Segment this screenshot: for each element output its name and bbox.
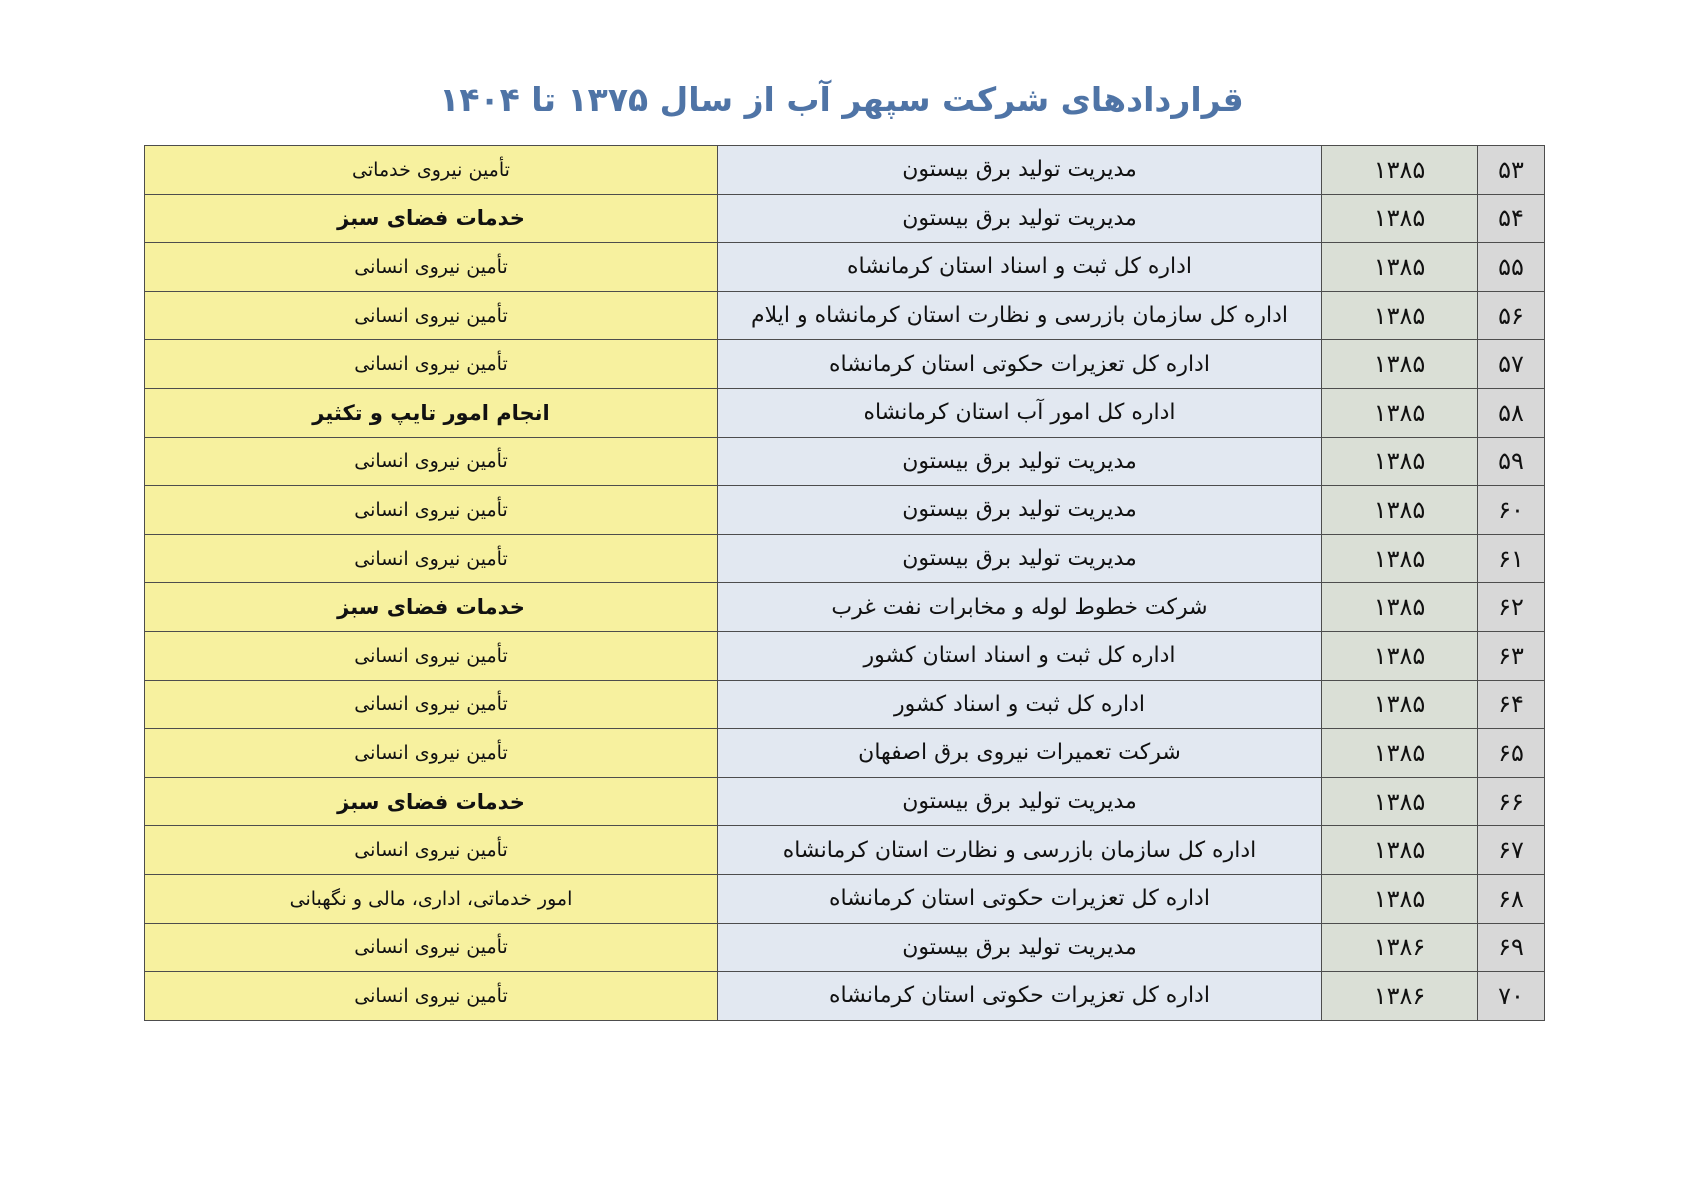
employer-cell: اداره کل ثبت و اسناد استان کرمانشاه [718, 243, 1322, 292]
contract-subject-cell: خدمات فضای سبز [145, 583, 718, 632]
contract-subject-cell: انجام امور تایپ و تکثیر [145, 388, 718, 437]
contract-subject-cell: تأمین نیروی انسانی [145, 486, 718, 535]
employer-cell: مدیریت تولید برق بیستون [718, 777, 1322, 826]
table-row [145, 874, 1545, 923]
contract-subject-cell: تأمین نیروی انسانی [145, 340, 718, 389]
contract-year-cell: ۱۳۸۵ [1322, 146, 1478, 195]
contract-year-cell: ۱۳۸۵ [1322, 631, 1478, 680]
contract-year-cell: ۱۳۸۵ [1322, 826, 1478, 875]
contract-year-cell: ۱۳۸۵ [1322, 680, 1478, 729]
employer-cell: اداره کل تعزیرات حکوتی استان کرمانشاه [718, 972, 1322, 1021]
row-number-cell: ۶۵ [1478, 729, 1545, 778]
contract-year-cell: ۱۳۸۵ [1322, 777, 1478, 826]
employer-cell: اداره کل سازمان بازرسی و نظارت استان کرمانشاه و ایلام [718, 291, 1322, 340]
contract-year-cell: ۱۳۸۵ [1322, 486, 1478, 535]
row-number-cell: ۷۰ [1478, 972, 1545, 1021]
row-number-cell: ۵۷ [1478, 340, 1545, 389]
table-row [145, 146, 1545, 195]
employer-cell: اداره کل امور آب استان کرمانشاه [718, 388, 1322, 437]
table-row [145, 486, 1545, 535]
contract-year-cell: ۱۳۸۵ [1322, 437, 1478, 486]
contract-year-cell: ۱۳۸۵ [1322, 583, 1478, 632]
contract-subject-cell: تأمین نیروی انسانی [145, 680, 718, 729]
contract-subject-cell: خدمات فضای سبز [145, 777, 718, 826]
employer-cell: مدیریت تولید برق بیستون [718, 486, 1322, 535]
table-row [145, 729, 1545, 778]
row-number-cell: ۶۸ [1478, 874, 1545, 923]
table-row [145, 631, 1545, 680]
table-row [145, 194, 1545, 243]
employer-cell: مدیریت تولید برق بیستون [718, 194, 1322, 243]
row-number-cell: ۵۹ [1478, 437, 1545, 486]
contract-year-cell: ۱۳۸۵ [1322, 388, 1478, 437]
table-row [145, 534, 1545, 583]
contract-subject-cell: تأمین نیروی انسانی [145, 729, 718, 778]
table-row [145, 437, 1545, 486]
employer-cell: اداره کل تعزیرات حکوتی استان کرمانشاه [718, 874, 1322, 923]
table-row [145, 243, 1545, 292]
row-number-cell: ۵۸ [1478, 388, 1545, 437]
contract-subject-cell: امور خدماتی، اداری، مالی و نگهبانی [145, 874, 718, 923]
table-row [145, 680, 1545, 729]
contract-subject-cell: تأمین نیروی خدماتی [145, 146, 718, 195]
row-number-cell: ۶۴ [1478, 680, 1545, 729]
employer-cell: مدیریت تولید برق بیستون [718, 146, 1322, 195]
contracts-table [144, 145, 1545, 1021]
table-row [145, 340, 1545, 389]
row-number-cell: ۵۵ [1478, 243, 1545, 292]
contract-subject-cell: تأمین نیروی انسانی [145, 826, 718, 875]
contract-subject-cell: تأمین نیروی انسانی [145, 437, 718, 486]
table-row [145, 291, 1545, 340]
table-row [145, 972, 1545, 1021]
row-number-cell: ۶۳ [1478, 631, 1545, 680]
row-number-cell: ۵۳ [1478, 146, 1545, 195]
contract-year-cell: ۱۳۸۵ [1322, 194, 1478, 243]
employer-cell: اداره کل ثبت و اسناد کشور [718, 680, 1322, 729]
table-row [145, 777, 1545, 826]
row-number-cell: ۵۶ [1478, 291, 1545, 340]
row-number-cell: ۶۱ [1478, 534, 1545, 583]
contract-year-cell: ۱۳۸۵ [1322, 729, 1478, 778]
row-number-cell: ۶۰ [1478, 486, 1545, 535]
employer-cell: شرکت خطوط لوله و مخابرات نفت غرب [718, 583, 1322, 632]
contract-year-cell: ۱۳۸۵ [1322, 291, 1478, 340]
contract-subject-cell: تأمین نیروی انسانی [145, 243, 718, 292]
contract-subject-cell: تأمین نیروی انسانی [145, 291, 718, 340]
employer-cell: اداره کل ثبت و اسناد استان کشور [718, 631, 1322, 680]
contract-year-cell: ۱۳۸۶ [1322, 923, 1478, 972]
employer-cell: مدیریت تولید برق بیستون [718, 534, 1322, 583]
contract-subject-cell: خدمات فضای سبز [145, 194, 718, 243]
row-number-cell: ۵۴ [1478, 194, 1545, 243]
row-number-cell: ۶۶ [1478, 777, 1545, 826]
row-number-cell: ۶۲ [1478, 583, 1545, 632]
table-row [145, 388, 1545, 437]
contract-year-cell: ۱۳۸۵ [1322, 874, 1478, 923]
row-number-cell: ۶۷ [1478, 826, 1545, 875]
contract-year-cell: ۱۳۸۵ [1322, 340, 1478, 389]
contract-subject-cell: تأمین نیروی انسانی [145, 534, 718, 583]
page-title: قراردادهای شرکت سپهر آب از سال ۱۳۷۵ تا ۱۴۰۴ [439, 80, 1244, 119]
contract-subject-cell: تأمین نیروی انسانی [145, 631, 718, 680]
contract-year-cell: ۱۳۸۶ [1322, 972, 1478, 1021]
table-row [145, 826, 1545, 875]
employer-cell: اداره کل تعزیرات حکوتی استان کرمانشاه [718, 340, 1322, 389]
employer-cell: مدیریت تولید برق بیستون [718, 437, 1322, 486]
table-row [145, 923, 1545, 972]
contract-subject-cell: تأمین نیروی انسانی [145, 972, 718, 1021]
contract-subject-cell: تأمین نیروی انسانی [145, 923, 718, 972]
contracts-table-body [145, 146, 1545, 1021]
contract-year-cell: ۱۳۸۵ [1322, 534, 1478, 583]
contract-year-cell: ۱۳۸۵ [1322, 243, 1478, 292]
row-number-cell: ۶۹ [1478, 923, 1545, 972]
employer-cell: شرکت تعمیرات نیروی برق اصفهان [718, 729, 1322, 778]
employer-cell: اداره کل سازمان بازرسی و نظارت استان کرمانشاه [718, 826, 1322, 875]
table-row [145, 583, 1545, 632]
employer-cell: مدیریت تولید برق بیستون [718, 923, 1322, 972]
